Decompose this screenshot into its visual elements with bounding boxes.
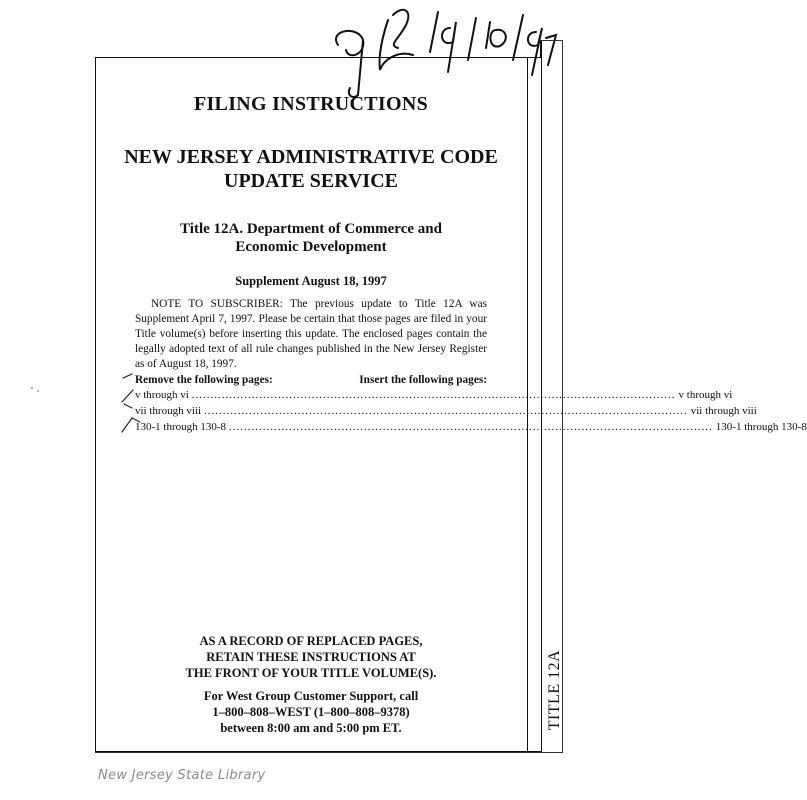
record-line1: AS A RECORD OF REPLACED PAGES, <box>199 634 423 648</box>
record-line2: RETAIN THESE INSTRUCTIONS AT <box>206 650 416 664</box>
leader-dots: ................................................................................................................................. <box>204 405 688 417</box>
leader-dots: ................................................................................................................................. <box>229 421 713 433</box>
insert-pages: vii through viii <box>690 405 757 417</box>
page-edge-line <box>540 40 563 41</box>
table-row <box>135 421 807 433</box>
library-stamp: New Jersey State Library <box>98 768 266 783</box>
record-line3: THE FRONT OF YOUR TITLE VOLUME(S). <box>185 666 437 680</box>
document-title: FILING INSTRUCTIONS <box>193 93 429 115</box>
subject-line2: Economic Development <box>235 239 387 255</box>
page-edge-line <box>540 40 542 58</box>
subscriber-note: NOTE TO SUBSCRIBER: The previous update to Title 12A was Supplement April 7, 1997. Please be certain that those pages are filed in your Title volume(s) before inserting this update. The enclosed pages contain the legally adopted text of all rule changes published in the New Jersey Register as of August 18, 1997. <box>135 298 487 370</box>
title-tab <box>540 640 570 740</box>
insert-pages: 130-1 through 130-8 <box>715 421 807 433</box>
customer-support-info <box>95 688 527 736</box>
code-heading-line1: NEW JERSEY ADMINISTRATIVE CODE <box>124 146 498 168</box>
remove-pages: v through vi <box>135 389 189 401</box>
scan-specks <box>30 385 40 395</box>
table-row <box>135 389 733 401</box>
title-tab-label: TITLE 12A <box>546 649 564 731</box>
table-row <box>135 405 757 417</box>
record-instructions <box>95 633 527 681</box>
remove-pages: 130-1 through 130-8 <box>135 421 227 433</box>
subject-line1: Title 12A. Department of Commerce and <box>180 221 442 237</box>
support-line3: between 8:00 am and 5:00 pm ET. <box>220 721 402 735</box>
insert-header: Insert the following pages: <box>359 374 487 386</box>
leader-dots: ................................................................................................................................. <box>191 389 676 401</box>
handwritten-check-marks <box>118 372 148 434</box>
pages-table-header <box>135 374 487 386</box>
support-line1: For West Group Customer Support, call <box>203 689 419 703</box>
support-line2: 1–800–808–WEST (1–800–808–9378) <box>212 705 410 719</box>
page-edge-line <box>95 752 563 753</box>
remove-pages: vii through viii <box>135 405 201 417</box>
code-heading-line2: UPDATE SERVICE <box>224 170 398 192</box>
supplement-date: Supplement August 18, 1997 <box>235 274 387 288</box>
insert-pages: v through vi <box>678 389 733 401</box>
remove-header: Remove the following pages: <box>135 374 273 386</box>
